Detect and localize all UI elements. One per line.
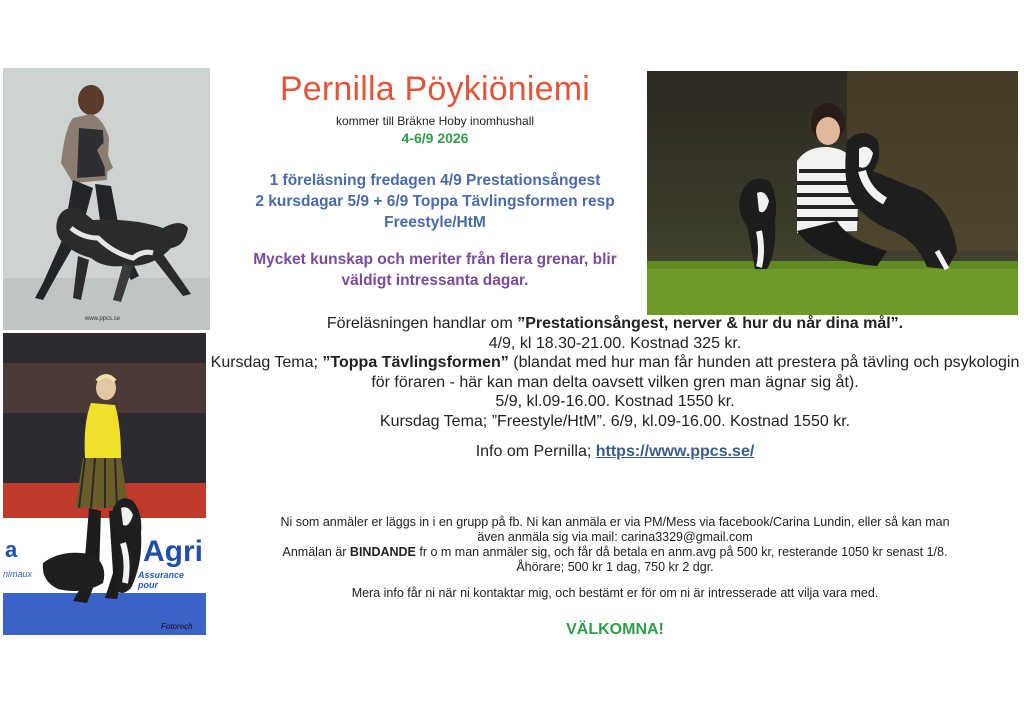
banner-sponsor-subtext: Assurance pour [138, 570, 185, 590]
photo-illustration [3, 68, 210, 330]
banner-side-logo: a [5, 537, 18, 562]
tagline-line: Mycket kunskap och meriter från flera grenar, blir [253, 251, 617, 268]
event-tagline [215, 249, 655, 291]
website-link[interactable]: https://www.ppcs.se/ [595, 443, 755, 460]
info-label: Info om Pernilla; [475, 443, 596, 460]
photo-caption: www.ppcs.se [85, 316, 121, 322]
course1-prefix: Kursdag Tema; [210, 354, 323, 371]
registration-line2: även anmäla sig via mail: carina3329@gmail.com [477, 530, 753, 544]
lecture-topic: ”Prestationsångest, nerver & hur du når dina mål”. [517, 315, 904, 332]
tagline-line: väldigt intressanta dagar. [341, 272, 529, 289]
lecture-description [210, 314, 1020, 334]
course1-desc: (blandat med hur man får hunden att prestera på tävling och psykologin för föraren - här kan man delta oavsett vilken gren man ägnar sig åt). [371, 354, 1020, 391]
course2-description: Kursdag Tema; ”Freestyle/HtM”. 6/9, kl.09-16.00. Kostnad 1550 kr. [379, 412, 851, 430]
course1-time: 5/9, kl.09-16.00. Kostnad 1550 kr. [495, 393, 735, 410]
registration-line3-prefix: Anmälan är [282, 545, 350, 559]
registration-line3 [215, 545, 1015, 560]
event-dates: 4-6/9 2026 [401, 130, 469, 146]
banner-sponsor-text: Agri [143, 535, 203, 568]
summary-line: 1 föreläsning fredagen 4/9 Prestationsångest [269, 172, 601, 189]
welcome-text: VÄLKOMNA! [566, 621, 664, 638]
course1-description [210, 353, 1020, 392]
summary-line: Freestyle/HtM [384, 214, 486, 231]
photo-woman-with-dogs [647, 71, 1018, 315]
course1-topic: ”Toppa Tävlingsformen” [322, 354, 509, 371]
summary-line: 2 kursdagar 5/9 + 6/9 Toppa Tävlingsformen resp [255, 193, 615, 210]
registration-line1: Ni som anmäler er läggs in i en grupp på fb. Ni kan anmäla er via PM/Mess via facebook/Carina Lundin, eller så kan man [280, 515, 950, 529]
photo-freestyle-performance [3, 333, 206, 635]
more-info-text: Mera info får ni när ni kontaktar mig, och bestämt er för om ni är intresserade att vilja vara med. [351, 586, 879, 600]
lecture-prefix: Föreläsningen handlar om [326, 315, 518, 332]
banner-side-text: nimaux [3, 569, 33, 579]
binding-label: BINDANDE [349, 545, 416, 559]
photographer-signature: Fotorech [161, 622, 193, 631]
registration-info [215, 515, 1015, 575]
photo-illustration-dogs [647, 71, 1018, 315]
event-details [210, 314, 1020, 431]
registration-line3-suffix: fr o m man anmäler sig, och får då betala en anm.avg på 500 kr, resterande 1050 kr senast 1/8. [415, 545, 948, 559]
lecture-time: 4/9, kl 18.30-21.00. Kostnad 325 kr. [488, 334, 742, 352]
audience-prices: Åhörare; 500 kr 1 dag, 750 kr 2 dgr. [516, 560, 714, 574]
page-title: Pernilla Pöykiöniemi [279, 70, 591, 108]
photo-handler-walking-dog [3, 68, 210, 330]
venue-subtitle: kommer till Bräkne Hoby inomhushall [335, 114, 535, 128]
event-summary [215, 170, 655, 233]
info-line [210, 443, 1020, 461]
